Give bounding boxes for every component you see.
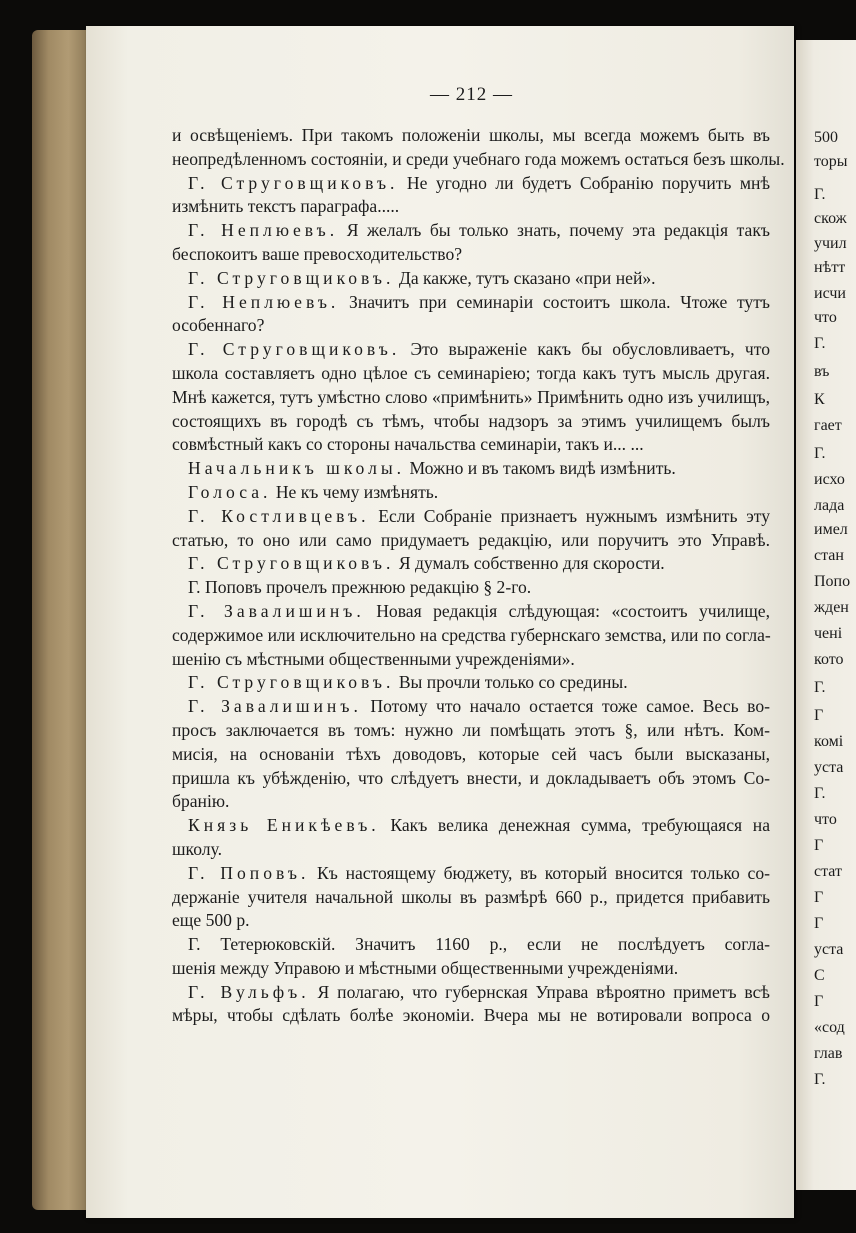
line-text: Г. Тетерюковскій. Значитъ 1160 р., если не послѣдуетъ согла-	[188, 934, 770, 955]
text-line	[172, 909, 770, 933]
line-text: Мнѣ кажется, тутъ умѣстно слово «примѣнить» Примѣнить одно изъ училищъ,	[172, 386, 770, 407]
line-text: просъ заключается въ томъ: нужно ли помѣщать этотъ §, или нѣтъ. Ком-	[172, 719, 770, 740]
speaker-name: Г. Неплюевъ.	[188, 220, 339, 241]
speaker-name: Г. Струговщиковъ.	[188, 172, 399, 193]
text-line	[172, 124, 770, 148]
text-line	[172, 148, 785, 172]
line-text: Г. Поповъ прочелъ прежнюю редакцію § 2-го.	[188, 577, 532, 598]
text-line	[172, 838, 770, 862]
speaker-name: Г. Костливцевъ.	[188, 505, 370, 526]
line-text: мисія, на основаніи тѣхъ доводовъ, которые сей часъ были высказаны,	[172, 743, 770, 764]
line-text: Значитъ при семинаріи состоитъ школа. Чтоже тутъ	[339, 291, 770, 312]
text-line	[172, 505, 770, 529]
text-line	[172, 433, 770, 457]
text-line	[172, 981, 770, 1005]
line-text: беспокоитъ ваше превосходительство?	[172, 243, 463, 264]
line-text: пришла къ убѣжденію, что слѣдуетъ внести, и докладываетъ объ этомъ Со-	[172, 767, 770, 788]
line-text: Да какже, тутъ сказано «при ней».	[394, 267, 656, 288]
speaker-name: Голоса.	[188, 481, 272, 502]
line-text: Я думалъ собственно для скорости.	[394, 553, 665, 574]
line-text: держаніе учителя начальной школы въ размѣрѣ 660 р., придется прибавить	[172, 886, 770, 907]
line-text: Можно и въ такомъ видѣ измѣнить.	[405, 458, 676, 479]
speaker-name: Г. Струговщиковъ.	[188, 339, 401, 360]
next-page-fragment: К	[814, 391, 825, 408]
text-line	[172, 886, 770, 910]
next-page-fragment: стан	[814, 547, 844, 564]
line-text: Это выраженіе какъ бы обусловливаетъ, что	[400, 339, 770, 360]
line-text: Не къ чему измѣнять.	[271, 481, 439, 502]
line-text: Не угодно ли будетъ Собранію поручить мнѣ	[398, 172, 771, 193]
line-text: особеннаго?	[172, 315, 265, 336]
next-page-fragment: что	[814, 811, 837, 828]
next-page-fragment: Г	[814, 993, 824, 1010]
text-line	[172, 790, 770, 814]
next-page-fragment: кото	[814, 651, 844, 668]
text-line	[172, 695, 770, 719]
text-line	[172, 291, 770, 315]
text-line	[172, 386, 770, 410]
next-page-fragment: что	[814, 309, 837, 326]
line-text: Я желалъ бы только знать, почему эта редакція такъ	[338, 220, 770, 241]
text-line	[172, 862, 770, 886]
speaker-name: Г. Поповъ.	[188, 862, 310, 883]
next-page-fragment: Г	[814, 837, 824, 854]
next-page-fragment: Попо	[814, 573, 851, 590]
next-page-fragment: 500	[814, 129, 838, 146]
next-page-fragment: С	[814, 967, 825, 984]
text-line	[172, 767, 770, 791]
next-page-fragment: исчи	[814, 285, 846, 302]
text-line	[172, 219, 770, 243]
next-page-fragment: Г.	[814, 1071, 826, 1088]
next-page-fragment: «сод	[814, 1019, 845, 1036]
text-line	[172, 481, 770, 505]
next-page-fragment: Г.	[814, 785, 826, 802]
line-text: школу.	[172, 838, 222, 859]
text-line	[172, 362, 770, 386]
speaker-name: Г. Вульфъ.	[188, 981, 310, 1002]
line-text: измѣнить текстъ параграфа.....	[172, 196, 400, 217]
speaker-name: Начальникъ школы.	[188, 458, 406, 479]
text-line	[172, 814, 770, 838]
line-text: Какъ велика денежная сумма, требующаяся на	[379, 815, 771, 836]
text-line	[172, 600, 770, 624]
next-page-fragment: исхо	[814, 471, 845, 488]
text-line	[172, 648, 770, 672]
line-text: шенія между Управою и мѣстными общественными учрежденіями.	[172, 957, 679, 978]
speaker-name: Г. Струговщиковъ.	[188, 267, 395, 288]
text-line	[172, 338, 770, 362]
next-page-fragment: жден	[814, 599, 849, 616]
next-page-fragment: стат	[814, 863, 842, 880]
line-text: неопредѣленномъ состояніи, и среди учебнаго года можемъ остаться безъ школы.	[172, 148, 785, 169]
line-text: Потому что начало остается тоже самое. Весь во-	[361, 696, 770, 717]
next-page-fragment: Г	[814, 889, 824, 906]
next-page-fragment: уста	[814, 759, 844, 776]
speaker-name: Князь Еникѣевъ.	[188, 815, 380, 836]
text-line	[172, 410, 770, 434]
line-text: Къ настоящему бюджету, въ который вносится только со-	[309, 862, 770, 883]
text-line	[172, 743, 770, 767]
speaker-name: Г. Неплюевъ.	[188, 291, 340, 312]
next-page-fragment: въ	[814, 363, 830, 380]
text-line	[172, 529, 770, 553]
next-page-fragment: лада	[814, 497, 845, 514]
next-page-edge	[796, 40, 856, 1190]
line-text: содержимое или исключительно на средства губернскаго земства, или по согла-	[172, 624, 771, 645]
next-page-fragment: Г	[814, 915, 824, 932]
next-page-fragment: глав	[814, 1045, 843, 1062]
line-text: статью, то оно или само придумаетъ редакцію, или поручитъ это Управѣ.	[172, 529, 770, 550]
text-line	[172, 719, 770, 743]
line-text: мѣры, чтобы сдѣлать болѣе экономіи. Вчера мы не вотировали вопроса о	[172, 1005, 770, 1026]
speaker-name: Г. Завалишинъ.	[188, 696, 362, 717]
line-text: совмѣстный какъ со стороны начальства семинаріи, такъ и... ...	[172, 434, 644, 455]
speaker-name: Г. Струговщиковъ.	[188, 553, 395, 574]
next-page-fragment: Г	[814, 707, 824, 724]
text-line	[172, 624, 770, 648]
text-line	[172, 957, 770, 981]
next-page-fragment: имел	[814, 521, 848, 538]
next-page-fragment: нѣтт	[814, 259, 846, 276]
next-page-fragment: Г.	[814, 445, 826, 462]
next-page-fragment: торы	[814, 153, 848, 170]
line-text: Я полагаю, что губернская Управа вѣроятно приметъ всѣ	[309, 981, 770, 1002]
text-line	[172, 671, 770, 695]
text-line	[172, 267, 770, 291]
line-text: бранію.	[172, 791, 230, 812]
line-text: состоящихъ въ городѣ съ тѣмъ, чтобы надзоръ за этимъ училищемъ былъ	[172, 410, 770, 431]
next-page-fragment: чені	[814, 625, 843, 642]
text-line	[172, 933, 770, 957]
line-text: школа составляетъ одно цѣлое съ семинаріею; тогда какъ тутъ мысль другая.	[172, 362, 770, 383]
next-page-fragment: учил	[814, 235, 847, 252]
line-text: еще 500 р.	[172, 910, 250, 931]
speaker-name: Г. Струговщиковъ.	[188, 672, 395, 693]
next-page-fragment: уста	[814, 941, 844, 958]
next-page-fragment: гает	[814, 417, 842, 434]
text-line	[172, 576, 770, 600]
text-line	[172, 457, 770, 481]
text-line	[172, 195, 770, 219]
line-text: Если Собраніе признаетъ нужнымъ измѣнить эту	[369, 505, 770, 526]
text-line	[172, 314, 770, 338]
line-text: шенію съ мѣстными общественными учрежденіями».	[172, 648, 575, 669]
next-page-fragment: скож	[814, 210, 847, 227]
next-page-fragment: Г.	[814, 186, 826, 203]
line-text: и освѣщеніемъ. При такомъ положеніи школы, мы всегда можемъ быть въ	[172, 125, 770, 145]
text-line	[172, 172, 770, 196]
next-page-fragment: Г.	[814, 679, 826, 696]
next-page-fragment: Г.	[814, 335, 826, 352]
page-text	[172, 124, 785, 1028]
line-text: Вы прочли только со средины.	[394, 672, 628, 693]
text-line	[172, 552, 770, 576]
text-line	[172, 1004, 770, 1028]
page-number: — 212 —	[430, 84, 513, 105]
text-line	[172, 243, 770, 267]
speaker-name: Г. Завалишинъ.	[188, 600, 365, 621]
line-text: Новая редакція слѣдующая: «состоитъ училище,	[364, 600, 770, 621]
next-page-fragment: комі	[814, 733, 844, 750]
